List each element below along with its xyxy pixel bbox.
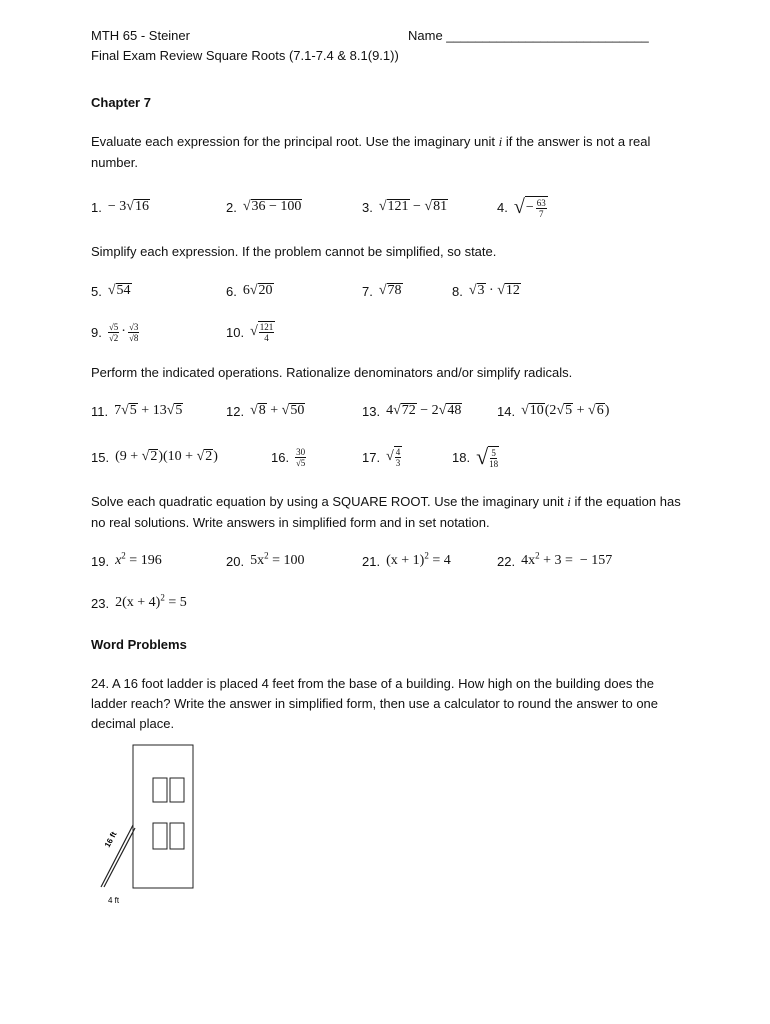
- denominator: 3: [395, 458, 401, 468]
- problem-number: 12.: [226, 403, 245, 419]
- problem-13: 13. 4√72 − 2√48: [362, 403, 462, 419]
- problem-21: [362, 549, 451, 573]
- imaginary-unit: i: [567, 494, 571, 509]
- denominator: 18: [489, 458, 499, 469]
- instruction-text: Solve each quadratic equation by using a SQUARE ROOT. Use the imaginary unit: [91, 494, 564, 509]
- radicand: 3: [477, 283, 485, 298]
- exponent: 2: [121, 550, 126, 561]
- problem-number: 6.: [226, 283, 237, 299]
- problem-16: [271, 445, 306, 469]
- expr-part: (x + 1): [386, 553, 425, 568]
- problem-15: 15. (9 + √2)(10 + √2): [91, 449, 218, 465]
- expr-part: ): [213, 449, 218, 464]
- radicand: 54: [116, 283, 131, 298]
- problem-number: 4.: [497, 199, 508, 215]
- problem-14: 14. √10(2√5 + √6): [497, 403, 610, 419]
- problem-5: 5. √54: [91, 283, 131, 299]
- sign: −: [525, 200, 534, 215]
- operator: + 13: [137, 403, 167, 418]
- numerator: 4: [395, 447, 401, 457]
- radicand: 121: [387, 199, 409, 214]
- worksheet-subtitle: Final Exam Review Square Roots (7.1-7.4 & 8.1(9.1)): [91, 48, 399, 63]
- problem-number: 17.: [362, 449, 381, 465]
- radicand: 2: [205, 449, 213, 464]
- coefficient: 7: [114, 403, 122, 418]
- problem-19: [91, 549, 162, 573]
- problem-12: 12. √8 + √50: [226, 403, 305, 419]
- problem-number: 3.: [362, 199, 373, 215]
- exponent: 2: [424, 550, 429, 561]
- expr-part: x: [115, 553, 122, 568]
- denominator: √2: [108, 332, 119, 343]
- ladder-diagram: [85, 740, 205, 920]
- problem-number: 21.: [362, 553, 381, 569]
- problem-number: 16.: [271, 449, 290, 465]
- instruction-quadratic: [91, 492, 681, 533]
- coefficient: 6: [242, 283, 250, 298]
- expr-part: = 196: [125, 553, 162, 568]
- paren: ): [604, 403, 610, 418]
- expr-part: = 4: [428, 553, 451, 568]
- problem-20: [226, 549, 304, 573]
- problem-6: 6. 6√20: [226, 283, 273, 299]
- problem-number: 20.: [226, 553, 245, 569]
- ladder-length-label: 16 ft: [102, 830, 119, 849]
- problem-number: 10.: [226, 324, 245, 340]
- instruction-evaluate: [91, 132, 681, 173]
- problem-17: 17. √ $\frac{4}{3}$: [362, 447, 401, 468]
- instruction-text: if the answer is not a real number.: [91, 134, 651, 170]
- expr-part: (9 +: [115, 449, 142, 464]
- problem-9: [91, 320, 139, 344]
- expr-part: + 3 = − 157: [539, 553, 613, 568]
- operator: +: [573, 403, 589, 418]
- expr-part: = 100: [268, 553, 305, 568]
- expr-part: 5x: [250, 553, 265, 568]
- problem-11: 11. 7√5 + 13√5: [91, 403, 183, 419]
- problem-number: 22.: [497, 553, 516, 569]
- problem-10: 10. √ $\frac{121}{4}$: [226, 322, 274, 343]
- expr-part: )(10 +: [158, 449, 197, 464]
- problem-18: 18. √ $\frac{5}{18}$: [452, 444, 499, 469]
- numerator: √5: [108, 321, 119, 332]
- instruction-text: if the equation has no real solutions. Write answers in simplified form and in set notation.: [91, 494, 681, 530]
- word-problems-heading: Word Problems: [91, 637, 187, 652]
- coefficient: − 3: [107, 199, 127, 214]
- radicand: 81: [433, 199, 448, 214]
- expr-part: = 5: [164, 595, 187, 610]
- imaginary-unit: i: [498, 134, 503, 149]
- problem-number: 23.: [91, 595, 110, 611]
- instruction-simplify: Simplify each expression. If the problem cannot be simplified, so state.: [91, 244, 497, 259]
- expr-part: 4x: [521, 553, 536, 568]
- radicand: 5: [175, 403, 183, 418]
- denominator: √8: [128, 332, 139, 343]
- problem-8: 8. √3 · √12: [452, 283, 520, 299]
- problem-number: 9.: [91, 324, 102, 340]
- problem-number: 1.: [91, 199, 102, 215]
- base-distance-label: 4 ft: [108, 896, 120, 905]
- radicand: 20: [258, 283, 273, 298]
- building: [133, 745, 193, 888]
- numerator: 30: [296, 446, 306, 457]
- radicand: 48: [447, 403, 462, 418]
- problem-number: 2.: [226, 199, 237, 215]
- radicand: 5: [129, 403, 137, 418]
- problem-number: 13.: [362, 403, 381, 419]
- problem-24-text: 24. A 16 foot ladder is placed 4 feet from the base of a building. How high on the building does the ladder reach? Write the answer in simplified form, then use a calculator to round the answer to one decimal place.: [91, 676, 659, 731]
- radicand: 12: [505, 283, 520, 298]
- instruction-operations: Perform the indicated operations. Rationalize denominators and/or simplify radicals.: [91, 365, 573, 380]
- radicand: 50: [290, 403, 305, 418]
- problem-number: 8.: [452, 283, 463, 299]
- problem-2: 2. √36 − 100: [226, 199, 302, 215]
- operator: ·: [121, 324, 126, 339]
- operator: − 2: [416, 403, 439, 418]
- numerator: √3: [128, 321, 139, 332]
- denominator: √5: [295, 457, 306, 468]
- radicand: 78: [387, 283, 402, 298]
- radicand: 8: [258, 403, 266, 418]
- problem-number: 14.: [497, 403, 516, 419]
- radicand: 10: [529, 403, 544, 418]
- operator: (2: [544, 403, 557, 418]
- radicand: 16: [134, 199, 149, 214]
- radicand: 36 − 100: [251, 199, 302, 214]
- expr-part: 2(x + 4): [115, 595, 161, 610]
- exponent: 2: [160, 592, 165, 603]
- window: [153, 778, 167, 802]
- radicand: 2: [150, 449, 158, 464]
- problem-22: [497, 549, 612, 573]
- problem-number: 11.: [91, 403, 109, 419]
- problem-number: 7.: [362, 283, 373, 299]
- numerator: 121: [259, 322, 274, 332]
- problem-number: 18.: [452, 449, 471, 465]
- problem-4: 4. √ − $\frac{63}{7}$: [497, 195, 546, 219]
- coefficient: 4: [386, 403, 394, 418]
- exponent: 2: [535, 550, 540, 561]
- radicand: 6: [596, 403, 604, 418]
- numerator: 63: [536, 197, 546, 208]
- window: [153, 823, 167, 849]
- problem-number: 19.: [91, 553, 110, 569]
- problem-number: 5.: [91, 283, 102, 299]
- window: [170, 778, 184, 802]
- problem-number: 15.: [91, 449, 110, 465]
- radicand: 72: [401, 403, 416, 418]
- course-title: MTH 65 - Steiner: [91, 28, 190, 43]
- denominator: 4: [264, 333, 269, 343]
- operator: +: [266, 403, 282, 418]
- window: [170, 823, 184, 849]
- chapter-heading: Chapter 7: [91, 95, 151, 110]
- numerator: 5: [491, 447, 496, 458]
- radicand: 5: [565, 403, 573, 418]
- problem-1: 1. − 3√16: [91, 199, 149, 215]
- name-field: Name ____________________________: [408, 28, 649, 43]
- operator: ·: [485, 283, 498, 298]
- denominator: 7: [538, 208, 544, 219]
- operator: −: [409, 199, 425, 214]
- problem-23: [91, 591, 187, 615]
- problem-3: 3. √121 − √81: [362, 199, 448, 215]
- problem-7: 7. √78: [362, 283, 402, 299]
- exponent: 2: [264, 550, 269, 561]
- instruction-text: Evaluate each expression for the principal root. Use the imaginary unit: [91, 134, 495, 149]
